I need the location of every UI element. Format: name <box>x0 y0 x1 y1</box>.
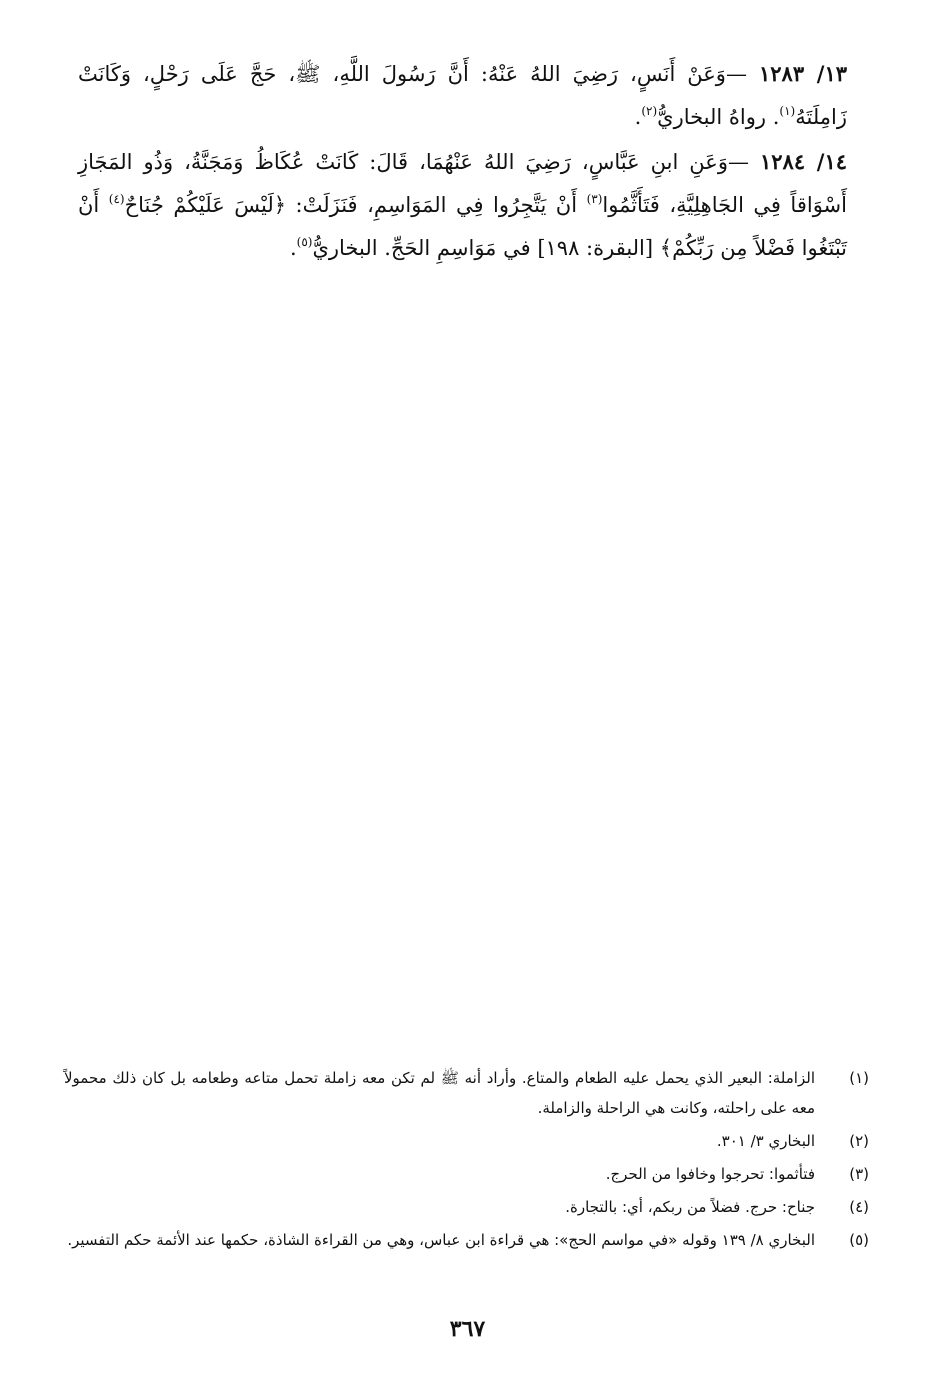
hadith-text: . <box>634 105 642 129</box>
hadith-1283 <box>78 52 847 139</box>
hadith-text: . <box>289 236 297 260</box>
hadith-number: ١٣/ ١٢٨٣ <box>758 61 847 86</box>
footnote-number: (٥) <box>849 1231 869 1249</box>
footnote-text: جناح: حرج. فضلاً من ربكم، أي: بالتجارة. <box>565 1198 815 1216</box>
footnote <box>64 1192 873 1222</box>
footnote <box>64 1126 873 1156</box>
footnote-number: (١) <box>849 1069 869 1087</box>
hadith-text: أَنْ يَتَّجِرُوا فِي المَوَاسِمِ، فَنَزَلَتْ: ﴿لَيْسَ عَلَيْكُمْ جُنَاحٌ <box>124 193 587 217</box>
footnote-number: (٤) <box>849 1198 869 1216</box>
footnote-ref: (٤) <box>108 192 125 206</box>
footnote-text: البخاري ٨/ ١٣٩ وقوله «في مواسم الحج»: هي قراءة ابن عباس، وهي من القراءة الشاذة، حكمها عند الأئمة حكم التفسير. <box>67 1231 815 1249</box>
footnote-text: فتأثموا: تحرجوا وخافوا من الحرج. <box>605 1165 815 1183</box>
hadith-1284 <box>78 140 847 270</box>
footnote-number: (٢) <box>849 1132 869 1150</box>
footnote-number: (٣) <box>849 1165 869 1183</box>
footnote-ref: (٥) <box>296 235 313 249</box>
footnotes <box>64 1063 873 1258</box>
hadith-text: —وَعَنْ أَنَسٍ، رَضِيَ اللهُ عَنْهُ: أَنَّ رَسُولَ اللَّهِ، ﷺ، حَجَّ عَلَى رَحْلٍ، وَكَانَتْ زَامِلَتَهُ <box>78 62 847 129</box>
hadith-text: . رواهُ البخاريُّ <box>657 105 780 129</box>
footnote-text: البخاري ٣/ ٣٠١. <box>716 1132 815 1150</box>
hadith-number: ١٤/ ١٢٨٤ <box>759 149 847 174</box>
footnote-text: الزاملة: البعير الذي يحمل عليه الطعام والمتاع. وأراد أنه ﷺ لم تكن معه زاملة تحمل متاعه وطعامه بل كان ذلك محمولاً معه على راحلته، وكانت هي الراحلة والزاملة. <box>64 1069 815 1117</box>
footnote <box>64 1225 873 1255</box>
hadith-text: —وَعَنِ ابنِ عَبَّاسٍ، رَضِيَ اللهُ عَنْهُمَا، قَالَ: كَانَتْ عُكَاظُ وَمَجَنَّةُ، وَذُو المَجَازِ أَسْوَاقاً فِي الجَاهِلِيَّةِ، فَتَأَثَّمُوا <box>78 150 847 217</box>
footnote <box>64 1063 873 1123</box>
page-number: ٣٦٧ <box>449 1316 486 1342</box>
footnote-ref: (١) <box>779 104 796 118</box>
footnote-ref: (٢) <box>641 104 658 118</box>
hadith-text: أَنْ تَبْتَغُوا فَضْلاً مِن رَبِّكُمْ﴾ [البقرة: ١٩٨] في مَوَاسِمِ الحَجِّ. البخاريُّ <box>78 193 847 260</box>
footnote-ref: (٣) <box>586 192 603 206</box>
footnote <box>64 1159 873 1189</box>
